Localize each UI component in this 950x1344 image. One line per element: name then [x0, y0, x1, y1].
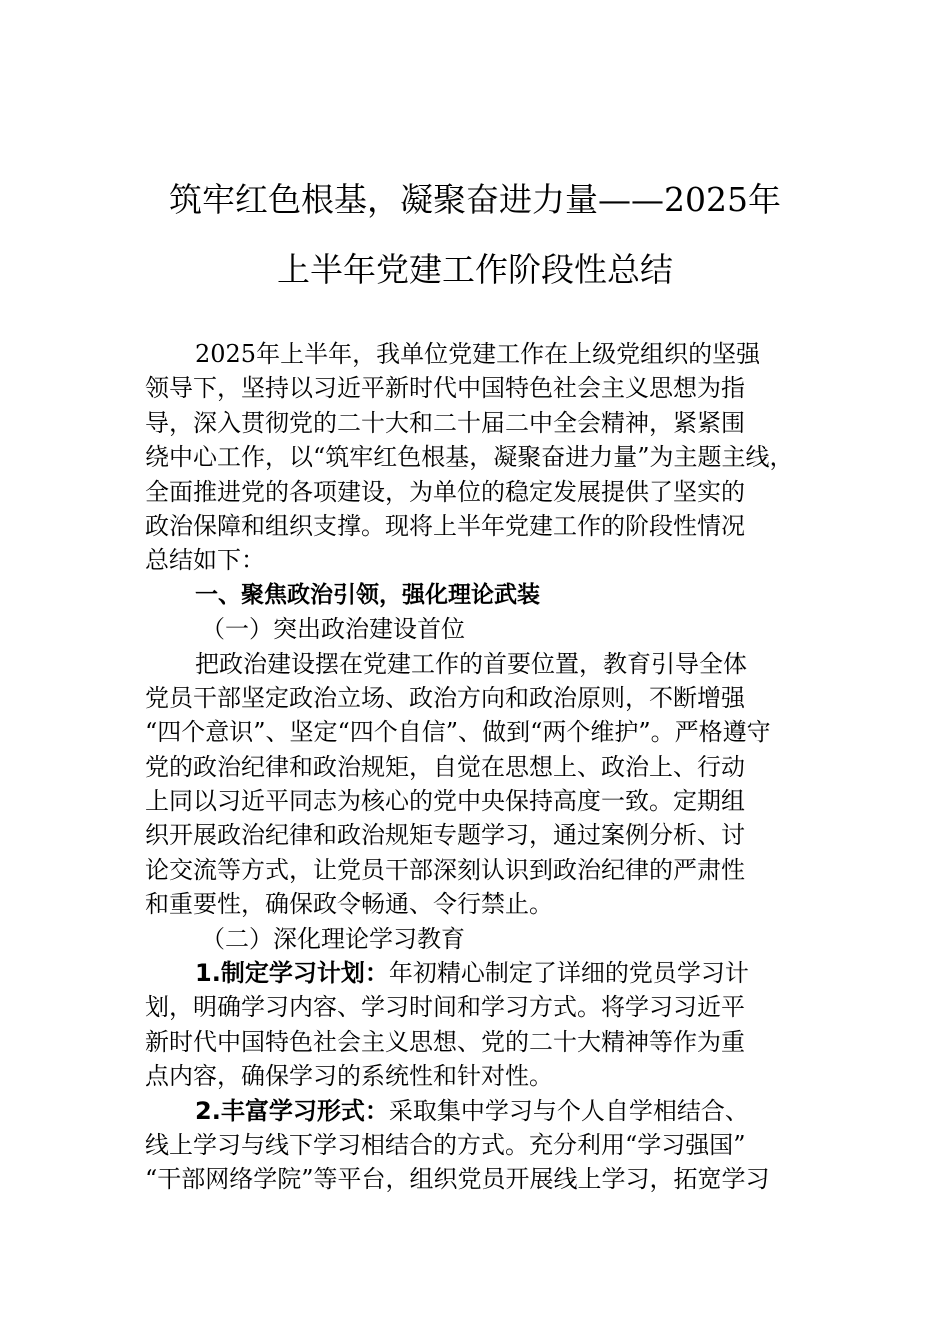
title-line-1: 筑牢红色根基，凝聚奋进力量——2025年	[169, 180, 781, 219]
paragraph-line: 线上学习与线下学习相结合的方式。充分利用“学习强国”	[145, 1130, 746, 1159]
paragraph-line: 上同以习近平同志为核心的党中央保持高度一致。定期组	[145, 787, 745, 816]
paragraph-line: 和重要性，确保政令畅通、令行禁止。	[145, 890, 553, 919]
paragraph-line: 2025年上半年，我单位党建工作在上级党组织的坚强	[195, 340, 761, 368]
section-heading: 一、聚焦政治引领，强化理论武装	[195, 581, 540, 608]
item-text: 采取集中学习与个人自学相结合、	[388, 1096, 749, 1125]
paragraph-line: 导，深入贯彻党的二十大和二十届二中全会精神，紧紧围	[145, 408, 745, 437]
paragraph-line: 领导下，坚持以习近平新时代中国特色社会主义思想为指	[145, 374, 745, 403]
paragraph-line: 政治保障和组织支撑。现将上半年党建工作的阶段性情况	[145, 511, 745, 540]
subsection-heading: （二）深化理论学习教育	[201, 924, 465, 953]
paragraph-line: “四个意识”、坚定“四个自信”、做到“两个维护”。严格遵守	[145, 718, 771, 747]
paragraph-line: 论交流等方式，让党员干部深刻认识到政治纪律的严肃性	[145, 855, 745, 884]
subsection-heading: （一）突出政治建设首位	[201, 615, 465, 644]
paragraph-line: 党员干部坚定政治立场、政治方向和政治原则，不断增强	[145, 683, 745, 712]
paragraph-line: “干部网络学院”等平台，组织党员开展线上学习，拓宽学习	[145, 1165, 770, 1194]
item-text: 年初精心制定了详细的党员学习计	[388, 959, 749, 988]
paragraph-line	[145, 1094, 815, 1128]
paragraph-line: 织开展政治纪律和政治规矩专题学习，通过案例分析、讨	[145, 821, 745, 850]
paragraph-line: 全面推进党的各项建设，为单位的稳定发展提供了坚实的	[145, 477, 745, 506]
document-body	[145, 337, 815, 1197]
paragraph-line: 总结如下：	[145, 546, 265, 575]
paragraph-line: 点内容，确保学习的系统性和针对性。	[145, 1062, 553, 1091]
paragraph-line	[145, 956, 815, 990]
paragraph-line: 新时代中国特色社会主义思想、党的二十大精神等作为重	[145, 1027, 745, 1056]
paragraph-line: 党的政治纪律和政治规矩，自觉在思想上、政治上、行动	[145, 752, 745, 781]
paragraph-line: 把政治建设摆在党建工作的首要位置，教育引导全体	[195, 649, 747, 678]
item-lead: 2.丰富学习形式：	[195, 1096, 389, 1125]
paragraph-line: 绕中心工作，以“筑牢红色根基，凝聚奋进力量”为主题主线，	[145, 443, 794, 472]
title-line-2: 上半年党建工作阶段性总结	[277, 250, 673, 289]
paragraph-line: 划，明确学习内容、学习时间和学习方式。将学习习近平	[145, 993, 745, 1022]
item-lead: 1.制定学习计划：	[195, 959, 389, 988]
